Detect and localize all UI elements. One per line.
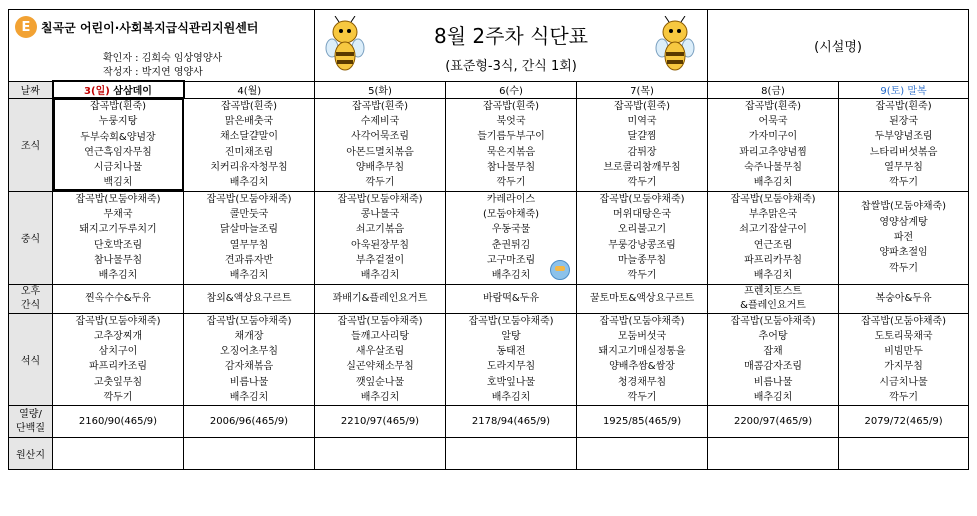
day-header-tue: 5(화): [315, 81, 446, 98]
menu-item: 도토리묵채국: [874, 330, 933, 342]
menu-item: 배추김치: [753, 392, 793, 404]
writer: 작성자 : 박지연 영양사: [103, 67, 203, 78]
menu-item: 시금치나물: [879, 376, 928, 388]
menu-item: 깍두기: [627, 177, 657, 189]
menu-item: 쇠고기잡살구이: [739, 224, 807, 236]
menu-item: 잡곡밥(모둠야채죽): [337, 315, 423, 327]
menu-item: 숙주나물무침: [744, 161, 803, 173]
menu-item: 추어탕: [758, 330, 788, 342]
dinner-row: [9, 313, 969, 406]
menu-item: 부추맑은국: [748, 209, 798, 221]
menu-item: 치커리유자청무침: [210, 161, 288, 173]
menu-item: 고춧잎무침: [93, 376, 143, 388]
menu-item: 감자채볶음: [224, 361, 274, 373]
menu-item: 비름나물: [753, 376, 793, 388]
meal-cell: [53, 98, 184, 191]
meal-cell: [839, 313, 969, 406]
meal-cell: [446, 313, 577, 406]
org-logo-icon: E: [15, 16, 37, 38]
menu-item: 잡곡밥(모둠야채죽): [206, 315, 292, 327]
menu-item: 연근조림: [753, 239, 793, 251]
meal-cell: [839, 98, 969, 191]
menu-item: 우동국물: [491, 224, 531, 236]
origin-cell: [184, 438, 315, 470]
menu-item: 들깨고사리탕: [351, 330, 409, 342]
menu-item: 돼지고기두루치기: [79, 224, 157, 236]
menu-item: 꽈배기&플레인요거트: [332, 292, 428, 304]
origin-row: [9, 438, 969, 470]
meal-cell: [708, 98, 839, 191]
menu-item: 파프리카조림: [89, 361, 147, 373]
menu-item: 아몬드멸치볶음: [346, 146, 414, 158]
row-label-date: 날짜: [9, 81, 53, 98]
nutrition-value: 2160/90(465/9): [53, 406, 184, 438]
meal-cell: [446, 284, 577, 313]
menu-item: 배추김치: [360, 270, 400, 282]
menu-item: 미역국: [627, 116, 657, 128]
row-label-nutrition-2: 단백질: [16, 422, 45, 434]
menu-item: 북엇국: [496, 116, 526, 128]
menu-item: 잡곡밥(흰죽): [351, 100, 409, 112]
menu-item: 배추김치: [491, 392, 531, 404]
menu-item: 청경채무침: [617, 376, 667, 388]
row-label-dinner: 석식: [9, 313, 53, 406]
menu-item: 파프리카무침: [744, 254, 803, 266]
meal-cell: [315, 284, 446, 313]
nutrition-row: [9, 406, 969, 438]
weekly-menu-table: [8, 9, 969, 470]
confirmer: 확인자 : 김희숙 임상영양사: [103, 53, 223, 64]
bee-mascot-icon: [655, 16, 695, 74]
menu-item: 잡채: [763, 346, 783, 358]
day-note: 말복: [907, 86, 927, 97]
menu-item: 동태전: [496, 346, 526, 358]
origin-cell: [315, 438, 446, 470]
row-label-breakfast: 조식: [9, 98, 53, 191]
menu-item: 닭살마늘조림: [220, 224, 278, 236]
row-label-snack-2: 간식: [20, 299, 41, 311]
menu-item: 잡곡밥(모둠야채죽): [861, 315, 947, 327]
day-header-sat: [839, 81, 969, 98]
menu-item: 감튀장: [627, 146, 657, 158]
menu-item: 깍두기: [365, 177, 395, 189]
menu-item: 브로콜리참깨무침: [603, 161, 681, 173]
menu-item: 견과류자반: [224, 254, 274, 266]
day-header-thu: 7(목): [577, 81, 708, 98]
meal-cell: [315, 313, 446, 406]
menu-item: 깍두기: [103, 392, 133, 404]
menu-item: 잡곡밥(흰죽): [89, 101, 147, 112]
menu-item: 양파초절임: [879, 247, 928, 259]
menu-item: 참외&액상요구르트: [206, 292, 292, 304]
meal-cell: [708, 284, 839, 313]
menu-item: 잡곡밥(모둠야채죽): [599, 315, 685, 327]
breakfast-row: [9, 98, 969, 191]
menu-item: 가자미구이: [748, 131, 798, 143]
menu-item: 양배추쌈&쌈장: [609, 361, 675, 373]
menu-item: 깍두기: [889, 177, 919, 189]
meal-cell: [184, 98, 315, 191]
menu-item: 모둠버섯국: [617, 330, 667, 342]
nutrition-value: 1925/85(465/9): [577, 406, 708, 438]
meal-cell: [315, 98, 446, 191]
day-header-fri: 8(금): [708, 81, 839, 98]
day-header-sun: [53, 81, 184, 98]
meal-cell: [53, 284, 184, 313]
day-header-wed: 6(수): [446, 81, 577, 98]
menu-item: 단호박조림: [93, 239, 143, 251]
menu-item: 잡곡밥(흰죽): [875, 100, 932, 112]
menu-item: 배추김치: [491, 270, 531, 282]
row-label-lunch: 중식: [9, 191, 53, 284]
day-header-mon: 4(월): [184, 81, 315, 98]
menu-item: 묵은지볶음: [486, 146, 536, 158]
menu-item: 잡곡밥(모둠야채죽): [730, 193, 816, 205]
origin-cell: [53, 438, 184, 470]
menu-item: 춘권튀김: [491, 239, 531, 251]
nutrition-value: 2200/97(465/9): [708, 406, 839, 438]
menu-item: 마늘종무침: [617, 254, 667, 266]
meal-cell: [577, 313, 708, 406]
menu-item: 프렌치토스트: [744, 285, 803, 297]
nutrition-value: 2178/94(465/9): [446, 406, 577, 438]
menu-item: 찐옥수수&두유: [85, 292, 151, 304]
menu-item: 오징어초무침: [220, 346, 278, 358]
menu-item: 잡곡밥(흰죽): [613, 100, 671, 112]
menu-item: 호박잎나물: [486, 376, 536, 388]
meal-cell: [184, 284, 315, 313]
nutrition-value: 2210/97(465/9): [315, 406, 446, 438]
menu-item: 잡곡밥(모둠야채죽): [75, 193, 161, 205]
menu-item: 진미채조림: [224, 146, 274, 158]
snack-row: [9, 284, 969, 313]
org-title: [15, 16, 258, 38]
menu-item: 배추김치: [753, 270, 793, 282]
meal-cell: [53, 191, 184, 284]
mascot-badge-icon: [550, 260, 570, 280]
date-row: [9, 81, 969, 98]
day-date: 9(토): [880, 86, 905, 97]
nutrition-value: 2006/96(465/9): [184, 406, 315, 438]
title-block: [315, 10, 708, 82]
menu-item: 잡곡밥(흰죽): [482, 100, 540, 112]
menu-item: 돼지고기매실정통을: [598, 346, 686, 358]
menu-item: 두부양념조림: [874, 131, 933, 143]
menu-item: 바람떡&두유: [482, 292, 540, 304]
menu-item: 비름나물: [229, 376, 269, 388]
origin-cell: [839, 438, 969, 470]
menu-item: 부추겉절이: [355, 254, 405, 266]
menu-item: 달걀찜: [627, 131, 657, 143]
org-name: 칠곡군 어린이·사회복지급식관리지원센터: [41, 20, 259, 35]
lunch-row: [9, 191, 969, 284]
menu-item: 열무무침: [229, 239, 269, 251]
menu-item: 잡곡밥(흰죽): [744, 100, 802, 112]
menu-item: 무채국: [103, 209, 133, 221]
menu-item: 아욱된장무침: [351, 239, 409, 251]
menu-item: 배추김치: [98, 270, 138, 282]
menu-item: 참나물무침: [93, 254, 143, 266]
origin-cell: [577, 438, 708, 470]
org-header: [9, 10, 315, 82]
menu-item: 시금치나물: [93, 162, 143, 174]
page-title: 8월 2주차 식단표: [433, 24, 589, 49]
menu-item: 채소달걀말이: [220, 131, 278, 143]
meal-cell: [708, 313, 839, 406]
menu-item: 찹쌀밥(모둠야채죽): [861, 201, 947, 213]
meal-cell: [446, 98, 577, 191]
menu-item: 잡곡밥(모둠야채죽): [599, 193, 685, 205]
menu-item: 고추장찌개: [93, 330, 143, 342]
row-label-snack-1: 오후: [20, 285, 41, 297]
menu-item: 사각어묵조림: [351, 131, 409, 143]
menu-item: &플레인요거트: [740, 299, 806, 311]
menu-item: 머위대탕은국: [613, 209, 672, 221]
origin-cell: [446, 438, 577, 470]
meal-cell: [53, 313, 184, 406]
menu-item: 열무무침: [884, 161, 923, 173]
menu-item: 맑은배춧국: [224, 116, 274, 128]
menu-item: 들기름두부구이: [477, 131, 545, 143]
row-label-snack: [9, 284, 53, 313]
meal-cell: [184, 191, 315, 284]
meal-cell: [839, 191, 969, 284]
menu-item: 수제비국: [360, 116, 400, 128]
meal-cell: [577, 191, 708, 284]
menu-item: 배추김치: [229, 177, 269, 189]
menu-item: 깍두기: [889, 392, 919, 404]
bee-mascot-icon: [325, 16, 365, 74]
menu-item: 무룽강낭콩조림: [608, 239, 676, 251]
row-label-nutrition-1: 열량/: [19, 408, 42, 420]
menu-item: 두부숙회&양념장: [80, 131, 156, 143]
menu-item: 배추김치: [360, 392, 400, 404]
menu-item: 오리불고기: [617, 224, 667, 236]
menu-item: 잡곡밥(모둠야채죽): [468, 315, 554, 327]
menu-item: 영양삼계탕: [879, 216, 928, 228]
menu-item: 콜만둣국: [229, 209, 269, 221]
menu-item: 된장국: [889, 116, 919, 128]
menu-item: 참나물무침: [486, 161, 536, 173]
menu-item: 잡곡밥(모둠야채죽): [75, 315, 161, 327]
menu-item: 깻잎순나물: [355, 376, 405, 388]
menu-item: 깍두기: [496, 177, 526, 189]
menu-item: 꽈리고추양념찜: [739, 146, 807, 158]
menu-item: 느타리버섯볶음: [869, 146, 938, 158]
day-date: 3(일): [84, 86, 110, 97]
menu-item: 콩나물국: [360, 209, 400, 221]
menu-item: 잡곡밥(모둠야채죽): [206, 193, 292, 205]
origin-cell: [708, 438, 839, 470]
menu-item: 배추김치: [229, 270, 269, 282]
menu-item: 고구마조림: [486, 254, 536, 266]
meal-cell: [577, 98, 708, 191]
meal-cell: [184, 313, 315, 406]
row-label-nutrition: [9, 406, 53, 438]
row-label-origin: 원산지: [9, 438, 53, 470]
menu-item: 배추김치: [229, 392, 269, 404]
day-note: 삼삼데이: [113, 86, 152, 97]
menu-item: 어묵국: [758, 116, 788, 128]
menu-item: 깍두기: [627, 270, 657, 282]
menu-item: 가지무침: [884, 361, 923, 373]
page-subtitle: (표준형-3식, 간식 1회): [445, 59, 577, 75]
header-row: [9, 10, 969, 82]
menu-item: (모둠야채죽): [482, 209, 540, 221]
menu-item: 양배추무침: [355, 161, 405, 173]
menu-item: 잡곡밥(흰죽): [220, 100, 278, 112]
meal-cell: [577, 284, 708, 313]
menu-item: 잡곡밥(모둠야채죽): [337, 193, 423, 205]
menu-item: 잡곡밥(모둠야채죽): [730, 315, 816, 327]
menu-item: 깍두기: [627, 392, 657, 404]
menu-item: 매콤감자조림: [744, 361, 803, 373]
menu-item: 쇠고기볶음: [355, 224, 405, 236]
menu-item: 도라지무침: [486, 361, 536, 373]
menu-item: 실곤약채소무침: [346, 361, 414, 373]
meal-cell: [446, 191, 577, 284]
menu-item: 연근흑임자무침: [84, 146, 152, 158]
meal-cell: [839, 284, 969, 313]
menu-item: 채개장: [234, 330, 264, 342]
menu-item: 비빔만두: [884, 346, 923, 358]
menu-item: 알탕: [501, 330, 521, 342]
menu-item: 새우살조림: [355, 346, 405, 358]
menu-item: 삼치구이: [98, 346, 138, 358]
menu-item: 파전: [893, 232, 914, 244]
menu-item: 깍두기: [889, 262, 919, 274]
menu-item: 꿀토마토&액상요구르트: [589, 292, 695, 304]
menu-item: 카레라이스: [486, 193, 536, 205]
meal-cell: [315, 191, 446, 284]
nutrition-value: 2079/72(465/9): [839, 406, 969, 438]
menu-item: 백김치: [103, 177, 133, 189]
facility-name: (시설명): [708, 10, 969, 82]
menu-item: 누룽지탕: [98, 116, 138, 128]
signatories: [103, 52, 222, 80]
menu-item: 복숭아&두유: [875, 292, 932, 304]
meal-cell: [708, 191, 839, 284]
menu-item: 배추김치: [753, 177, 793, 189]
